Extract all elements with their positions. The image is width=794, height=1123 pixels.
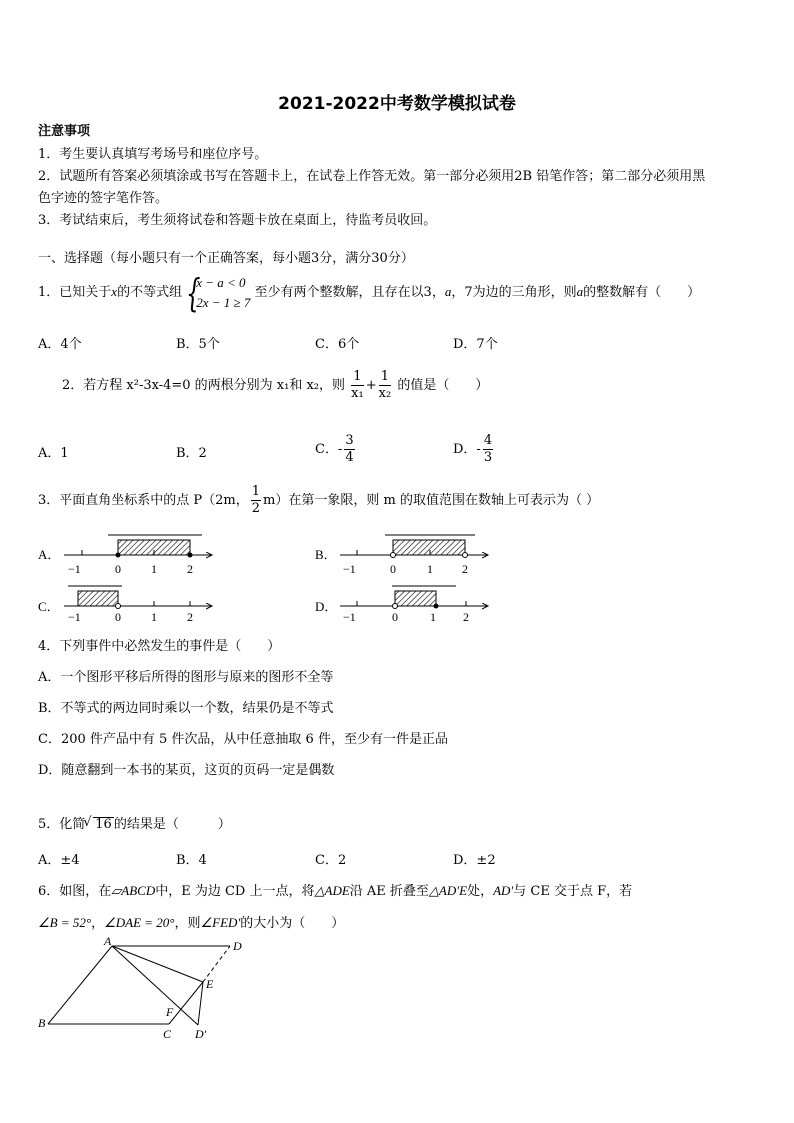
svg-text:−1: −1 [343,610,356,624]
q5-option-b: B．4 [176,853,207,868]
q3-label-d: D． [315,599,338,614]
label-a: A [104,934,112,948]
svg-text:1: 1 [427,562,433,576]
svg-text:1: 1 [151,562,157,576]
number-line-d [340,586,488,624]
q4-option-c: C．200 件产品中有 5 件次品，从中任意抽取 6 件，至少有一件是正品 [38,732,448,747]
svg-text:0: 0 [390,562,396,576]
question-2: 2．若方程 x²-3x-4=0 的两根分别为 x₁和 x₂，则 $\frac{1}{\text{x₁}}$ + $\frac{1}{\text{x₂}}$ 的值是（ ） [62,369,489,401]
section-heading: 一、选择题（每小题只有一个正确答案，每小题3分，满分30分） [38,251,414,266]
svg-text:−1: −1 [68,562,81,576]
page-title: 2021-2022中考数学模拟试卷 [278,94,516,114]
svg-text:0: 0 [392,610,398,624]
question-3: 3．平面直角坐标系中的点 P（2m， $\frac{1}{2}$ m）在第一象限，则 m 的取值范围在数轴上可表示为（ ） [38,484,600,516]
q4-option-a: A．一个图形平移后所得的图形与原来的图形不全等 [38,670,334,685]
svg-text:2: 2 [463,610,469,624]
svg-text:−1: −1 [68,610,81,624]
note-item: 色字迹的签字笔作答。 [38,191,169,206]
q3-label-a: A． [38,547,61,562]
geometry-figure [30,930,270,1045]
question-6-line-1: 6．如图，在▱ABCD中，E 为边 CD 上一点，将△ADE沿 AE 折叠至△AD′E处，AD′与 CE 交于点 F，若 [38,883,633,899]
label-d: D [233,939,242,953]
number-line-options [0,520,794,630]
q1-option-d: D．7个 [453,337,498,352]
question-4: 4．下列事件中必然发生的事件是（ ） [38,639,281,654]
note-item: 3．考试结束后，考生须将试卷和答题卡放在桌面上，待监考员收回。 [38,213,437,228]
q5-option-d: D．±2 [453,853,496,868]
q2-option-c: C．- $\frac{3}{4}$ [315,433,354,465]
svg-text:0: 0 [115,562,121,576]
label-b: B [38,1016,46,1030]
svg-text:2: 2 [187,562,193,576]
q1-option-c: C．6个 [315,337,360,352]
q1-option-a: A．4个 [38,337,82,352]
q2-option-d: D．- $\frac{4}{3}$ [453,433,493,465]
note-item: 2．试题所有答案必须填涂或书写在答题卡上，在试卷上作答无效。第一部分必须用2B 铅笔作答；第二部分必须用黑 [38,169,706,184]
svg-text:1: 1 [151,610,157,624]
sqrt-expression: √ 16 [93,817,114,832]
question-6-line-2: ∠B = 52°，∠DAE = 20°，则∠FED′的大小为（ ） [38,915,345,931]
number-line-a [64,535,212,576]
question-1: 1．已知关于x的不等式组 { x − a < 0 2x − 1 ≥ 7 至少有两个整数解，且存在以3，a，7为边的三角形，则a的整数解有（ ） [38,270,701,315]
notes-heading: 注意事项 [38,124,91,139]
number-line-c [64,586,212,624]
label-f: F [166,1005,174,1019]
q2-option-a: A．1 [38,446,69,461]
inequality-system: { x − a < 0 2x − 1 ≥ 7 [186,270,251,315]
q5-option-a: A．±4 [38,853,80,868]
q2-option-b: B．2 [176,446,207,461]
q1-option-b: B．5个 [176,337,220,352]
svg-text:−1: −1 [343,562,356,576]
q3-label-c: C． [38,599,60,614]
note-item: 1．考生要认真填写考场号和座位序号。 [38,147,268,162]
label-d-prime: D′ [195,1027,207,1041]
svg-text:2: 2 [462,562,468,576]
svg-text:2: 2 [187,610,193,624]
q5-option-c: C．2 [315,853,347,868]
svg-text:1: 1 [430,610,436,624]
label-c: C [163,1027,172,1041]
q4-option-d: D．随意翻到一本书的某页，这页的页码一定是偶数 [38,763,335,778]
label-e: E [206,977,214,991]
q3-label-b: B． [315,547,337,562]
q4-option-b: B．不等式的两边同时乘以一个数，结果仍是不等式 [38,701,334,716]
number-line-b [340,535,488,576]
svg-text:0: 0 [115,610,121,624]
question-5: 5．化简√ 16 的结果是（ ） [38,813,231,832]
